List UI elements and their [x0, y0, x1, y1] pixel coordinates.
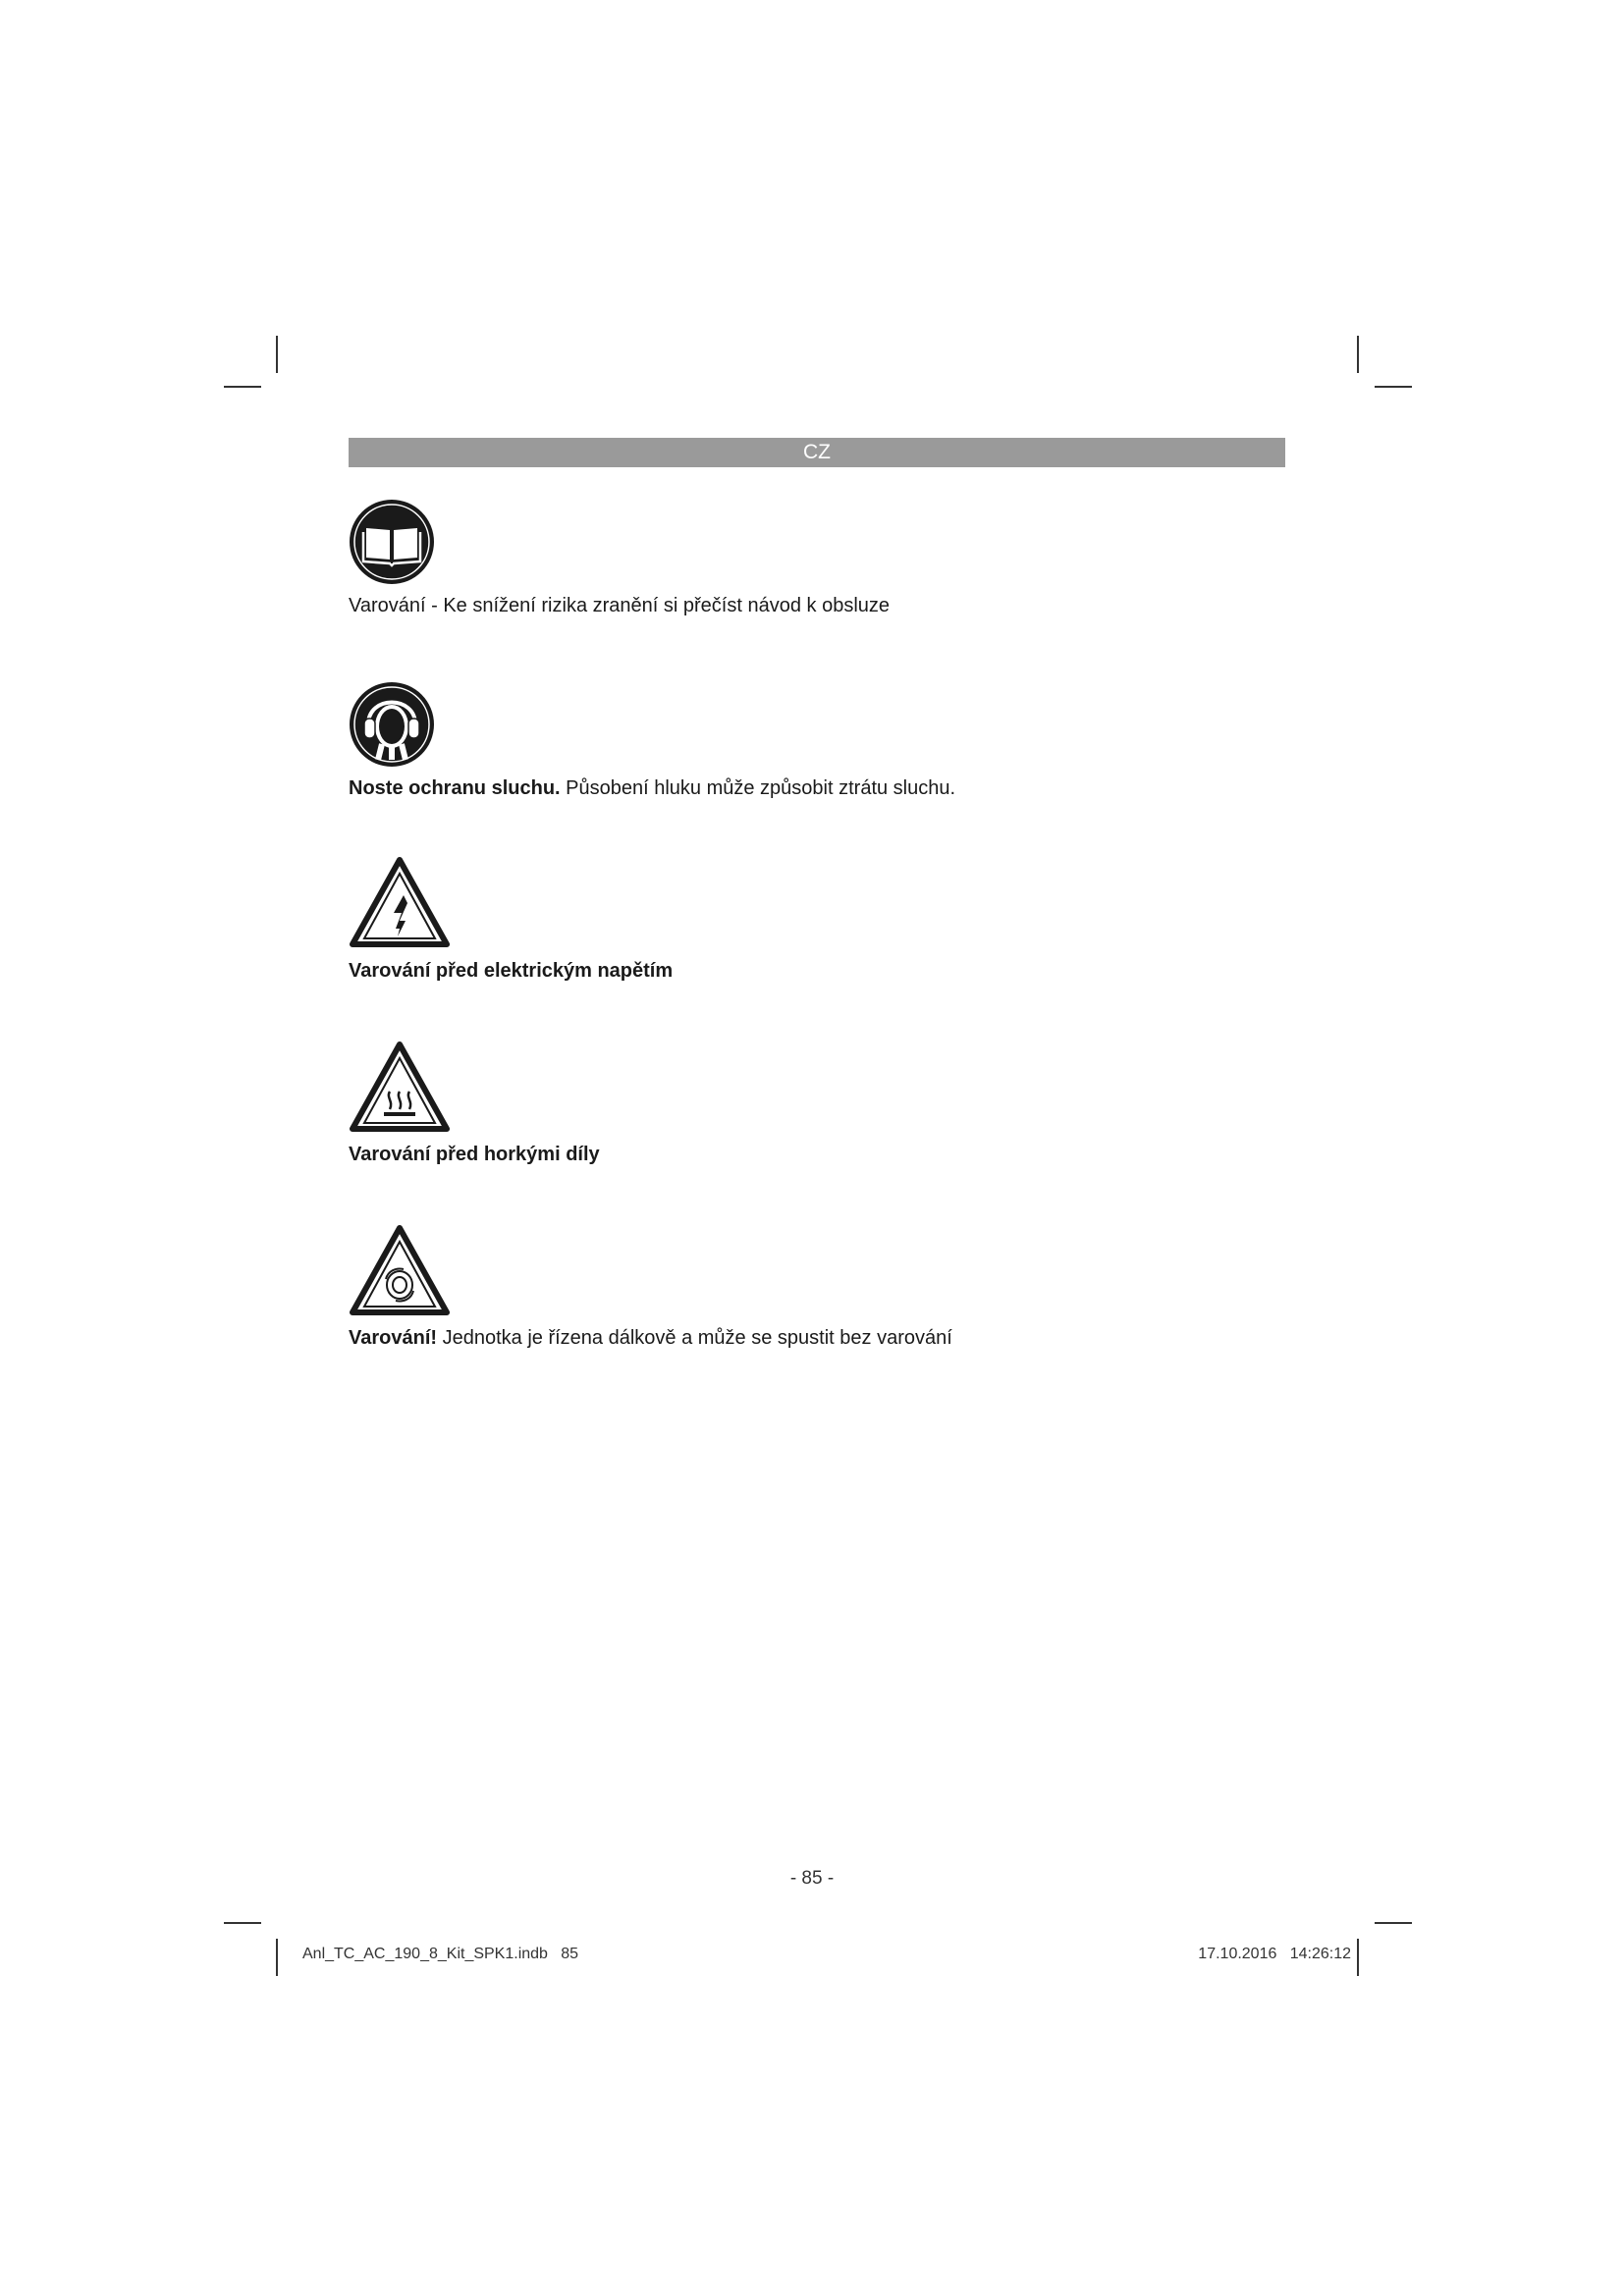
crop-mark: [276, 336, 278, 373]
warning-caption-ear-protection: Noste ochranu sluchu. Působení hluku může způsobit ztrátu sluchu.: [349, 777, 956, 799]
crop-mark: [224, 1922, 261, 1924]
print-timestamp: 17.10.2016 14:26:12: [1198, 1946, 1351, 1962]
ear-protection-icon: [349, 681, 435, 768]
crop-mark: [276, 1939, 278, 1976]
read-manual-icon: [349, 499, 435, 585]
crop-mark: [1375, 386, 1412, 388]
crop-mark: [1375, 1922, 1412, 1924]
warning-caption-read-manual: Varování - Ke snížení rizika zranění si přečíst návod k obsluze: [349, 595, 891, 616]
automatic-start-warning-icon: [349, 1224, 451, 1318]
page-number: - 85 -: [789, 1868, 835, 1889]
print-file-name: Anl_TC_AC_190_8_Kit_SPK1.indb 85: [302, 1946, 579, 1962]
language-code: CZ: [803, 441, 831, 463]
language-header-bar: [349, 438, 1285, 467]
hot-surface-warning-icon: [349, 1041, 451, 1135]
warning-caption-automatic-start: Varování! Jednotka je řízena dálkově a může se spustit bez varování: [349, 1327, 952, 1349]
electric-voltage-warning-icon: [349, 856, 451, 950]
warning-caption-hot-surface: Varování před horkými díly: [349, 1144, 600, 1165]
warning-caption-electric-voltage: Varování před elektrickým napětím: [349, 960, 674, 982]
crop-mark: [1357, 1939, 1359, 1976]
crop-mark: [224, 386, 261, 388]
crop-mark: [1357, 336, 1359, 373]
